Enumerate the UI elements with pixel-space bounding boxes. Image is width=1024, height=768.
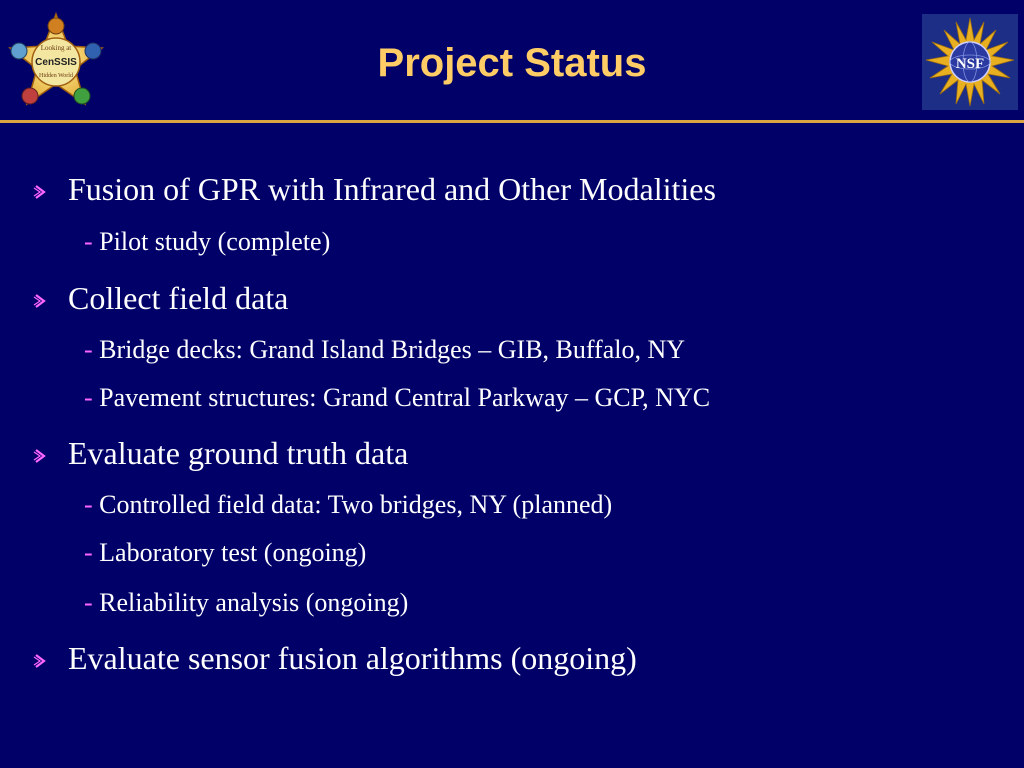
- sub-marker: -: [84, 588, 93, 617]
- nsf-logo-text: NSF: [955, 56, 985, 72]
- bullet-arrow-icon: [32, 293, 48, 309]
- bullet-arrow-icon: [32, 184, 48, 200]
- censsis-logo-arc-top: Looking at: [40, 44, 72, 52]
- sub-item: [84, 536, 366, 570]
- slide-title: Project Status: [377, 41, 647, 85]
- sub-marker: -: [84, 383, 93, 412]
- sub-marker: -: [84, 490, 93, 519]
- sub-marker: -: [84, 538, 93, 567]
- sub-item-text: Reliability analysis (ongoing): [99, 588, 409, 617]
- sub-item-text: Pilot study (complete): [99, 227, 331, 256]
- bullet-item: Evaluate sensor fusion algorithms (ongoing): [68, 640, 637, 676]
- sub-marker: -: [84, 227, 93, 256]
- sub-item-text: Pavement structures: Grand Central Parkway – GCP, NYC: [99, 383, 711, 412]
- sub-item: [84, 488, 612, 522]
- censsis-logo-arc-bottom: Hidden World: [39, 73, 73, 79]
- bullet-item: Fusion of GPR with Infrared and Other Modalities: [68, 171, 716, 207]
- sub-item: [84, 586, 408, 620]
- sub-item-text: Controlled field data: Two bridges, NY (planned): [99, 490, 613, 519]
- sub-item-text: Bridge decks: Grand Island Bridges – GIB, Buffalo, NY: [99, 335, 686, 364]
- censsis-logo-name: CenSSIS: [35, 57, 77, 68]
- bullet-item: Evaluate ground truth data: [68, 435, 409, 471]
- bullet-arrow-icon: [32, 448, 48, 464]
- sub-item-text: Laboratory test (ongoing): [99, 538, 367, 567]
- sub-marker: -: [84, 335, 93, 364]
- sub-item: [84, 381, 710, 415]
- sub-item: [84, 225, 330, 259]
- bullet-arrow-icon: [32, 653, 48, 669]
- bullet-item: Collect field data: [68, 280, 289, 316]
- sub-item: [84, 333, 685, 367]
